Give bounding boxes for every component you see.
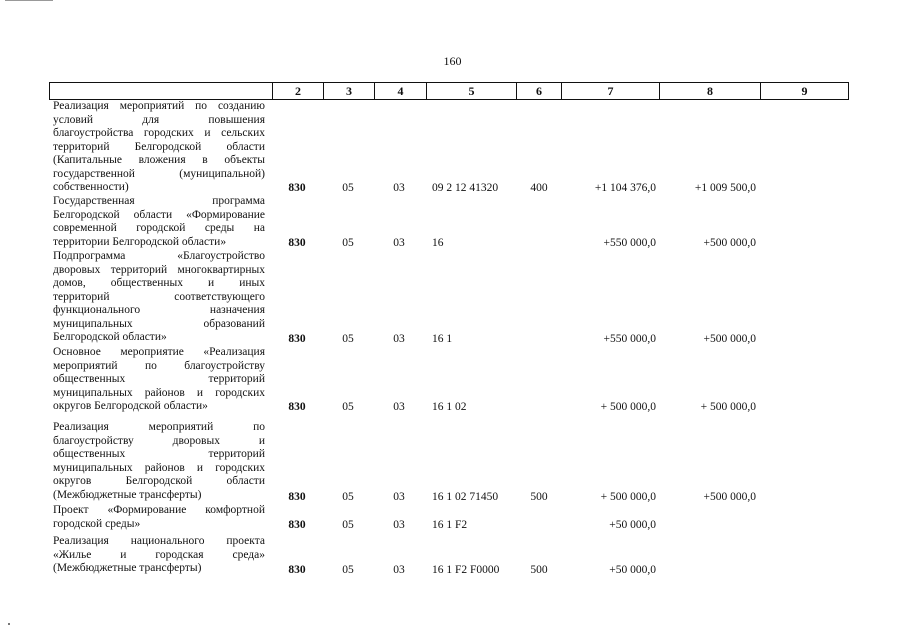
section-code: 05 — [342, 564, 354, 576]
row-description — [53, 535, 265, 576]
amount-col-8: +500 000,0 — [703, 237, 756, 249]
table-row — [0, 414, 905, 504]
row-description — [53, 195, 265, 249]
admin-code: 830 — [288, 182, 306, 194]
amount-col-7: +550 000,0 — [603, 333, 656, 345]
table-row — [0, 346, 905, 414]
row-description — [53, 421, 265, 502]
subsection-code: 03 — [393, 237, 405, 249]
description-line: Реализация мероприятий по созданию — [53, 100, 265, 112]
page-number: 160 — [443, 54, 462, 68]
description-line: территории Белгородской области» — [53, 235, 227, 248]
header-col-5: 5 — [426, 83, 516, 99]
description-line: благоустройства городских и сельских — [53, 127, 265, 140]
description-line: Проект «Формирование комфортной — [53, 504, 265, 516]
description-line: домов, общественных и иных — [53, 277, 265, 290]
description-line: «Жилье и городская среда» — [53, 548, 265, 561]
expense-kind: 500 — [530, 564, 548, 576]
admin-code: 830 — [288, 519, 306, 531]
description-line: государственной (муниципальной) — [53, 167, 265, 180]
header-col-7: 7 — [561, 83, 659, 99]
amount-col-7: + 500 000,0 — [600, 491, 656, 503]
description-line: городской среды» — [53, 517, 141, 530]
description-line: (Межбюджетные трансферты) — [53, 488, 202, 501]
amount-col-7: +550 000,0 — [603, 237, 656, 249]
table-row — [0, 250, 905, 346]
table-row — [0, 100, 905, 195]
row-description — [53, 250, 265, 345]
table-row — [0, 504, 905, 532]
subsection-code: 03 — [393, 333, 405, 345]
description-line: округов Белгородской области» — [53, 400, 208, 413]
description-line: муниципальных районов и городских — [53, 461, 265, 474]
section-code: 05 — [342, 333, 354, 345]
description-line: Реализация мероприятий по — [53, 421, 265, 433]
amount-col-7: +50 000,0 — [609, 564, 656, 576]
description-line: округов Белгородской области — [53, 475, 265, 488]
target-article: 16 1 — [432, 333, 453, 345]
amount-col-7: +1 104 376,0 — [594, 182, 656, 194]
amount-col-8: +500 000,0 — [703, 333, 756, 345]
admin-code: 830 — [288, 401, 306, 413]
target-article: 09 2 12 41320 — [432, 182, 499, 194]
amount-col-7: + 500 000,0 — [600, 401, 656, 413]
target-article: 16 1 02 — [432, 401, 467, 413]
description-line: территорий соответствующего — [53, 290, 265, 303]
scan-edge-mark — [5, 0, 53, 1]
description-line: Подпрограмма «Благоустройство — [53, 250, 265, 262]
amount-col-8: +1 009 500,0 — [694, 182, 756, 194]
admin-code: 830 — [288, 333, 306, 345]
description-line: территорий Белгородской области — [53, 140, 265, 153]
section-code: 05 — [342, 519, 354, 531]
description-line: современной городской среды на — [53, 222, 265, 235]
header-col-6: 6 — [516, 83, 561, 99]
table-row — [0, 195, 905, 250]
row-description — [53, 346, 265, 414]
description-line: общественных территорий — [53, 448, 265, 461]
description-line: муниципальных образований — [53, 317, 265, 330]
scan-artifact — [8, 623, 10, 625]
description-line: Основное мероприятие «Реализация — [53, 346, 265, 358]
header-col-8: 8 — [659, 83, 760, 99]
table-row — [0, 535, 905, 577]
section-code: 05 — [342, 237, 354, 249]
description-line: Белгородской области» — [53, 331, 167, 344]
section-code: 05 — [342, 182, 354, 194]
description-line: благоустройству дворовых и — [53, 434, 265, 447]
description-line: общественных территорий — [53, 373, 265, 386]
description-line: Реализация национального проекта — [53, 535, 265, 547]
subsection-code: 03 — [393, 519, 405, 531]
admin-code: 830 — [288, 564, 306, 576]
target-article: 16 1 02 71450 — [432, 491, 499, 503]
amount-col-7: +50 000,0 — [609, 519, 656, 531]
subsection-code: 03 — [393, 564, 405, 576]
description-line: собственности) — [53, 181, 129, 194]
description-line: функционального назначения — [53, 304, 265, 317]
description-line: муниципальных районов и городских — [53, 386, 265, 399]
section-code: 05 — [342, 401, 354, 413]
header-col-3: 3 — [323, 83, 374, 99]
admin-code: 830 — [288, 237, 306, 249]
header-col-4: 4 — [374, 83, 426, 99]
table-header — [49, 82, 849, 100]
expense-kind: 500 — [530, 491, 548, 503]
admin-code: 830 — [288, 491, 306, 503]
subsection-code: 03 — [393, 401, 405, 413]
target-article: 16 1 F2 — [432, 519, 468, 531]
description-line: (Межбюджетные трансферты) — [53, 562, 202, 575]
description-line: Государственная программа — [53, 195, 265, 207]
subsection-code: 03 — [393, 491, 405, 503]
amount-col-8: +500 000,0 — [703, 491, 756, 503]
description-line: дворовых территорий многоквартирных — [53, 263, 265, 276]
description-line: условий для повышения — [53, 113, 265, 126]
header-col-9: 9 — [760, 83, 848, 99]
target-article: 16 1 F2 F0000 — [432, 564, 500, 576]
row-description — [53, 504, 265, 531]
description-line: (Капитальные вложения в объекты — [53, 154, 265, 167]
section-code: 05 — [342, 491, 354, 503]
expense-kind: 400 — [530, 182, 548, 194]
header-col-2: 2 — [272, 83, 323, 99]
subsection-code: 03 — [393, 182, 405, 194]
description-line: Белгородской области «Формирование — [53, 208, 265, 221]
description-line: мероприятий по благоустройству — [53, 359, 265, 372]
row-description — [53, 100, 265, 195]
amount-col-8: + 500 000,0 — [700, 401, 756, 413]
header-col-1 — [50, 83, 272, 99]
target-article: 16 — [432, 237, 444, 249]
